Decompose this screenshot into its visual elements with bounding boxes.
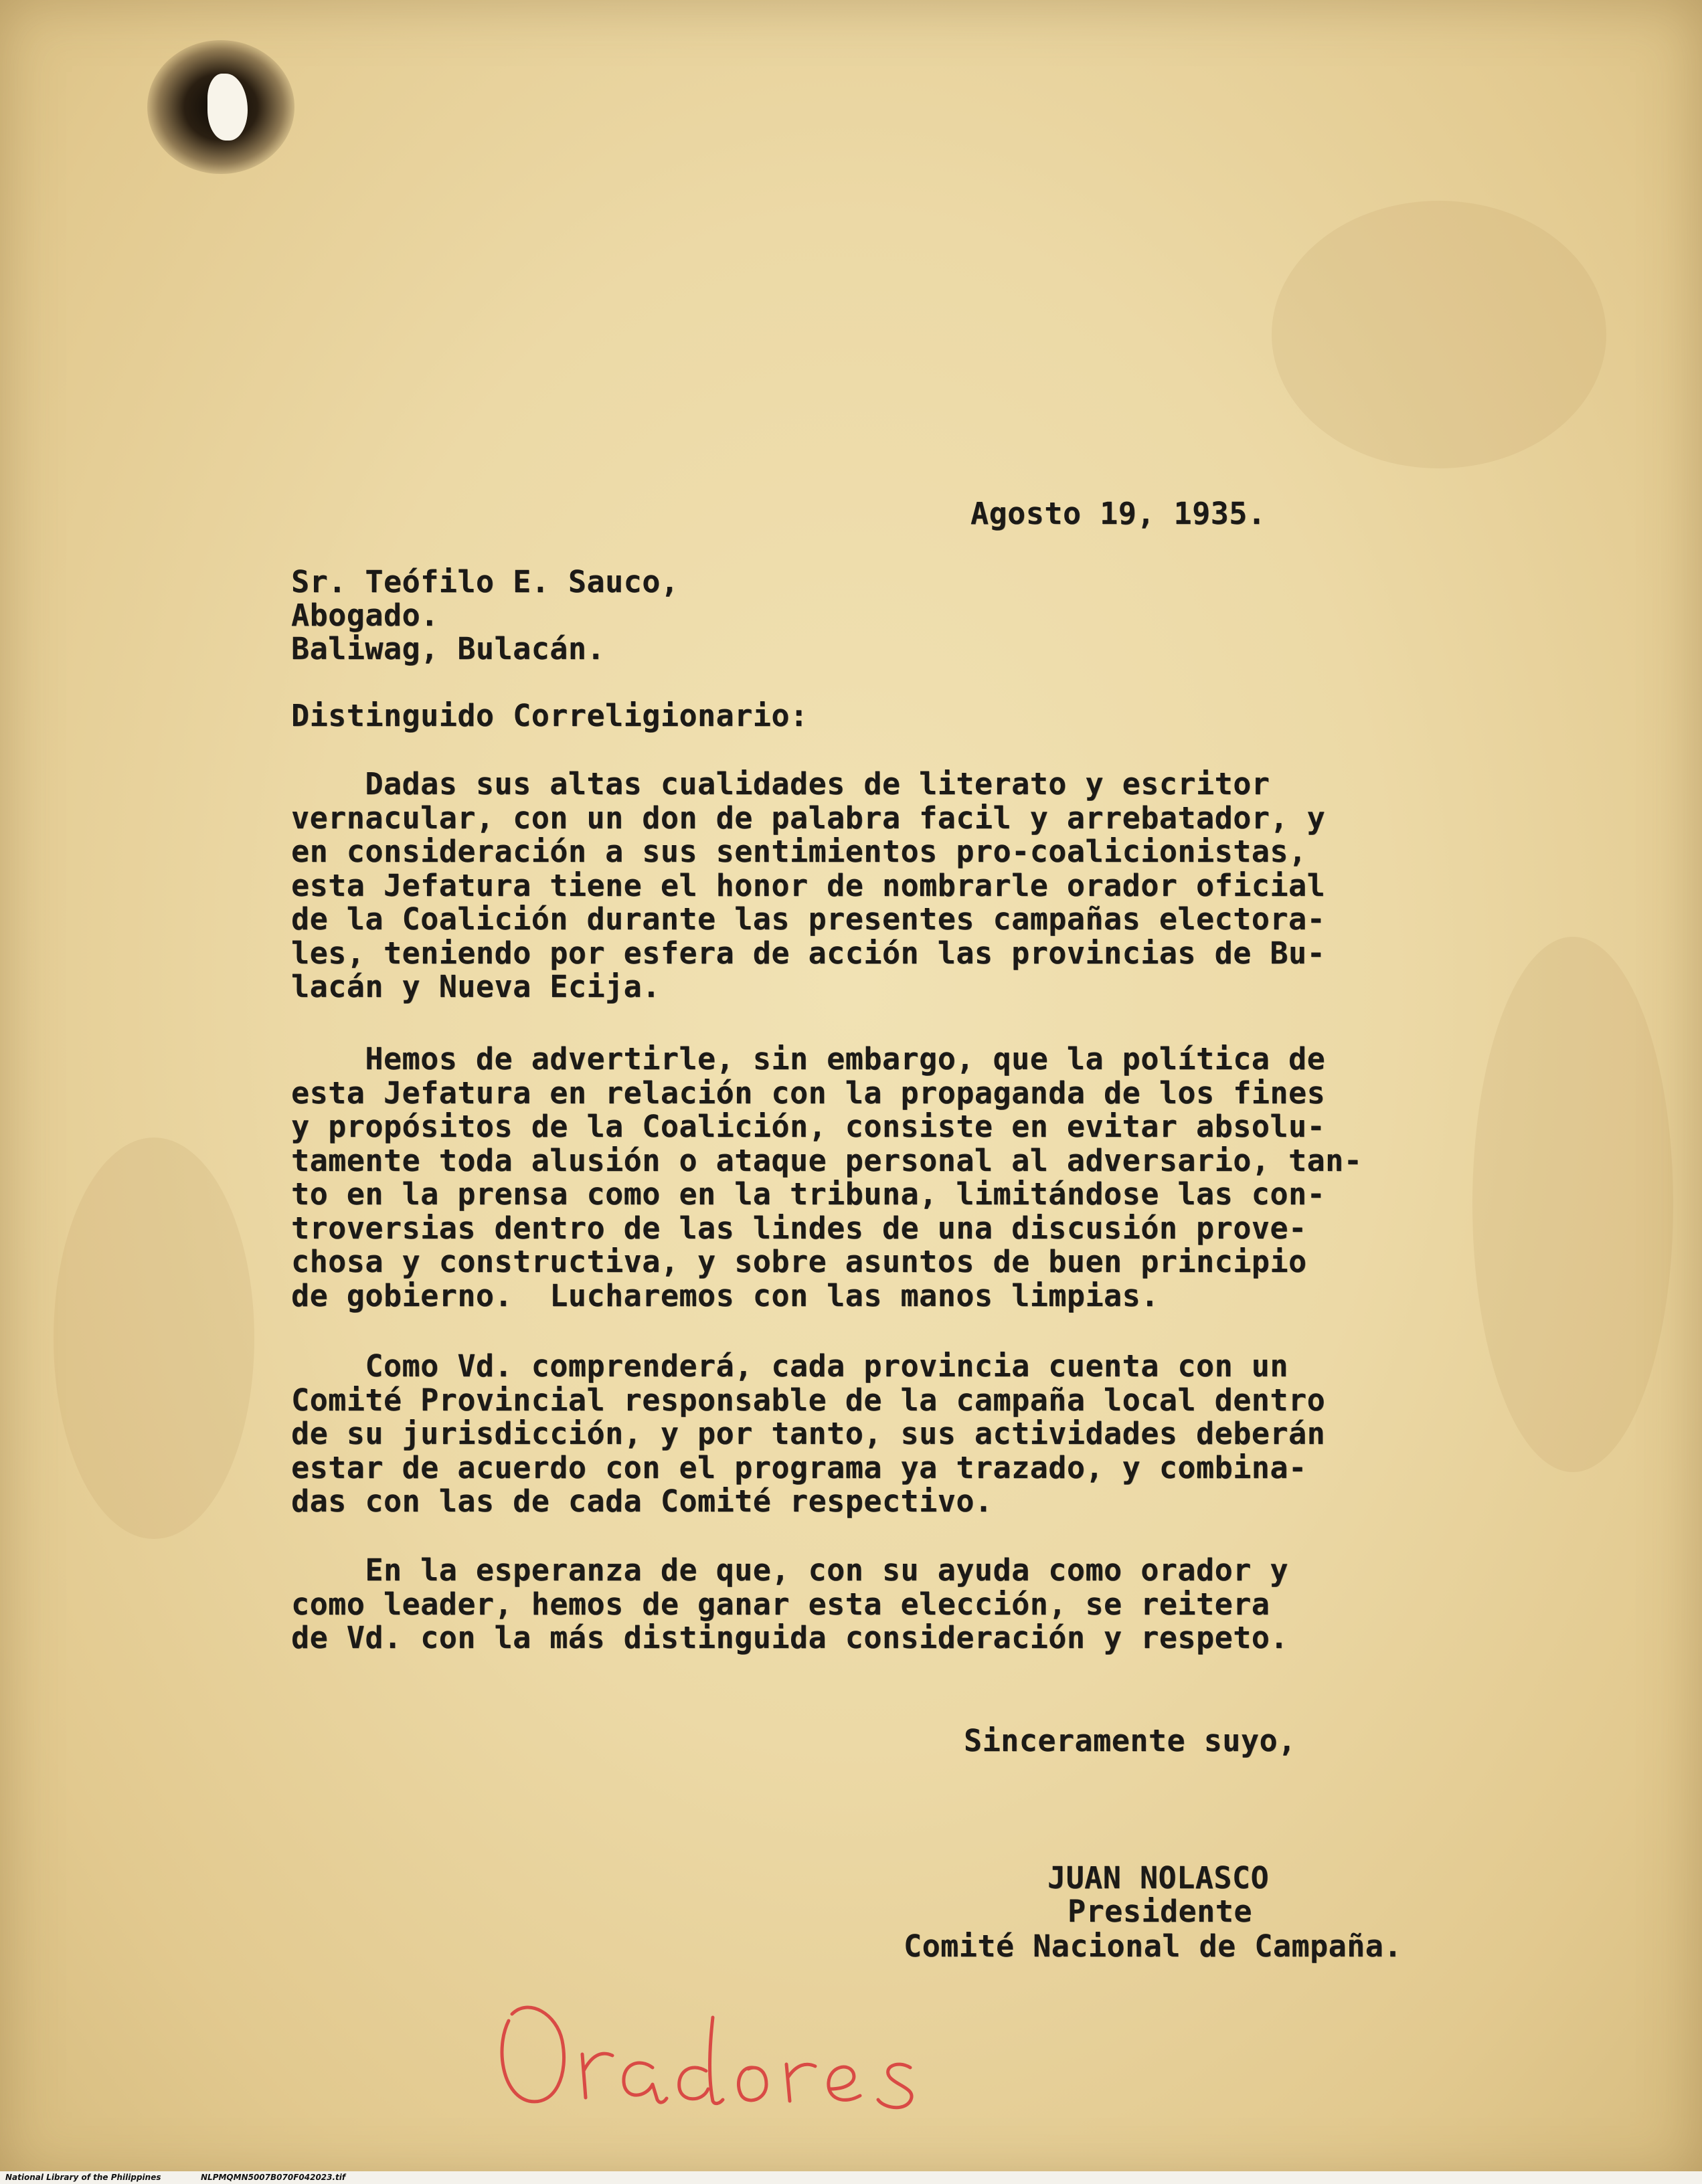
closing: Sinceramente suyo,	[964, 1723, 1296, 1758]
paragraph-line: das con las de cada Comité respectivo.	[291, 1483, 993, 1519]
paragraph-line: tamente toda alusión o ataque personal al adversario, tan-	[291, 1142, 1363, 1178]
paragraph-line: chosa y constructiva, y sobre asuntos de buen principio	[291, 1244, 1307, 1279]
library-credit: National Library of the Philippines	[5, 2173, 161, 2182]
paragraph-line: de gobierno. Lucharemos con las manos limpias.	[291, 1277, 1159, 1313]
paragraph-line: como leader, hemos de ganar esta elección, se reitera	[291, 1586, 1270, 1622]
paragraph-line: Comité Provincial responsable de la campaña local dentro	[291, 1382, 1326, 1418]
paragraph-line: Hemos de advertirle, sin embargo, que la política de	[291, 1041, 1326, 1077]
recipient-name: Sr. Teófilo E. Sauco,	[291, 564, 679, 600]
paragraph-line: lacán y Nueva Ecija.	[291, 969, 661, 1004]
signatory-position: Presidente	[1068, 1894, 1252, 1929]
paragraph-line: estar de acuerdo con el programa ya trazado, y combina-	[291, 1449, 1307, 1485]
paper-stain	[1272, 201, 1606, 468]
paragraph-line: En la esperanza de que, con su ayuda como orador y	[291, 1552, 1288, 1588]
paragraph-line: en consideración a sus sentimientos pro-coalicionistas,	[291, 834, 1307, 869]
recipient-location: Baliwag, Bulacán.	[291, 631, 606, 666]
paragraph-line: les, teniendo por esfera de acción las provincias de Bu-	[291, 935, 1326, 971]
paragraph-line: de su jurisdicción, y por tanto, sus actividades deberán	[291, 1416, 1326, 1451]
paragraph-line: de Vd. con la más distinguida consideración y respeto.	[291, 1620, 1288, 1655]
paragraph-line: Como Vd. comprenderá, cada provincia cuenta con un	[291, 1348, 1288, 1384]
paragraph-line: de la Coalición durante las presentes campañas electora-	[291, 901, 1326, 937]
paper-stain	[54, 1138, 254, 1539]
file-id: NLPMQMN5007B070F042023.tif	[201, 2173, 346, 2182]
recipient-title: Abogado.	[291, 598, 439, 633]
signatory-name: JUAN NOLASCO	[1047, 1860, 1270, 1896]
paragraph-1	[291, 767, 1325, 1004]
paragraph-line: vernacular, con un don de palabra facil y arrebatador, y	[291, 800, 1326, 836]
paragraph-line: esta Jefatura en relación con la propaganda de los fines	[291, 1075, 1326, 1111]
letter-date: Agosto 19, 1935.	[970, 496, 1266, 531]
paragraph-line: Dadas sus altas cualidades de literato y escritor	[291, 766, 1270, 802]
paragraph-2	[291, 1042, 1362, 1313]
paragraph-line: troversias dentro de las lindes de una discusión prove-	[291, 1210, 1307, 1246]
salutation: Distinguido Correligionario:	[291, 698, 809, 733]
paper-stain	[1472, 937, 1673, 1472]
signatory-organization: Comité Nacional de Campaña.	[904, 1928, 1402, 1964]
paragraph-4	[291, 1554, 1288, 1655]
paragraph-3	[291, 1350, 1325, 1519]
paragraph-line: to en la prensa como en la tribuna, limitándose las con-	[291, 1176, 1326, 1212]
handwritten-annotation	[482, 1940, 950, 2155]
paragraph-line: y propósitos de la Coalición, consiste en evitar absolu-	[291, 1109, 1326, 1144]
paragraph-line: esta Jefatura tiene el honor de nombrarle orador oficial	[291, 867, 1326, 903]
